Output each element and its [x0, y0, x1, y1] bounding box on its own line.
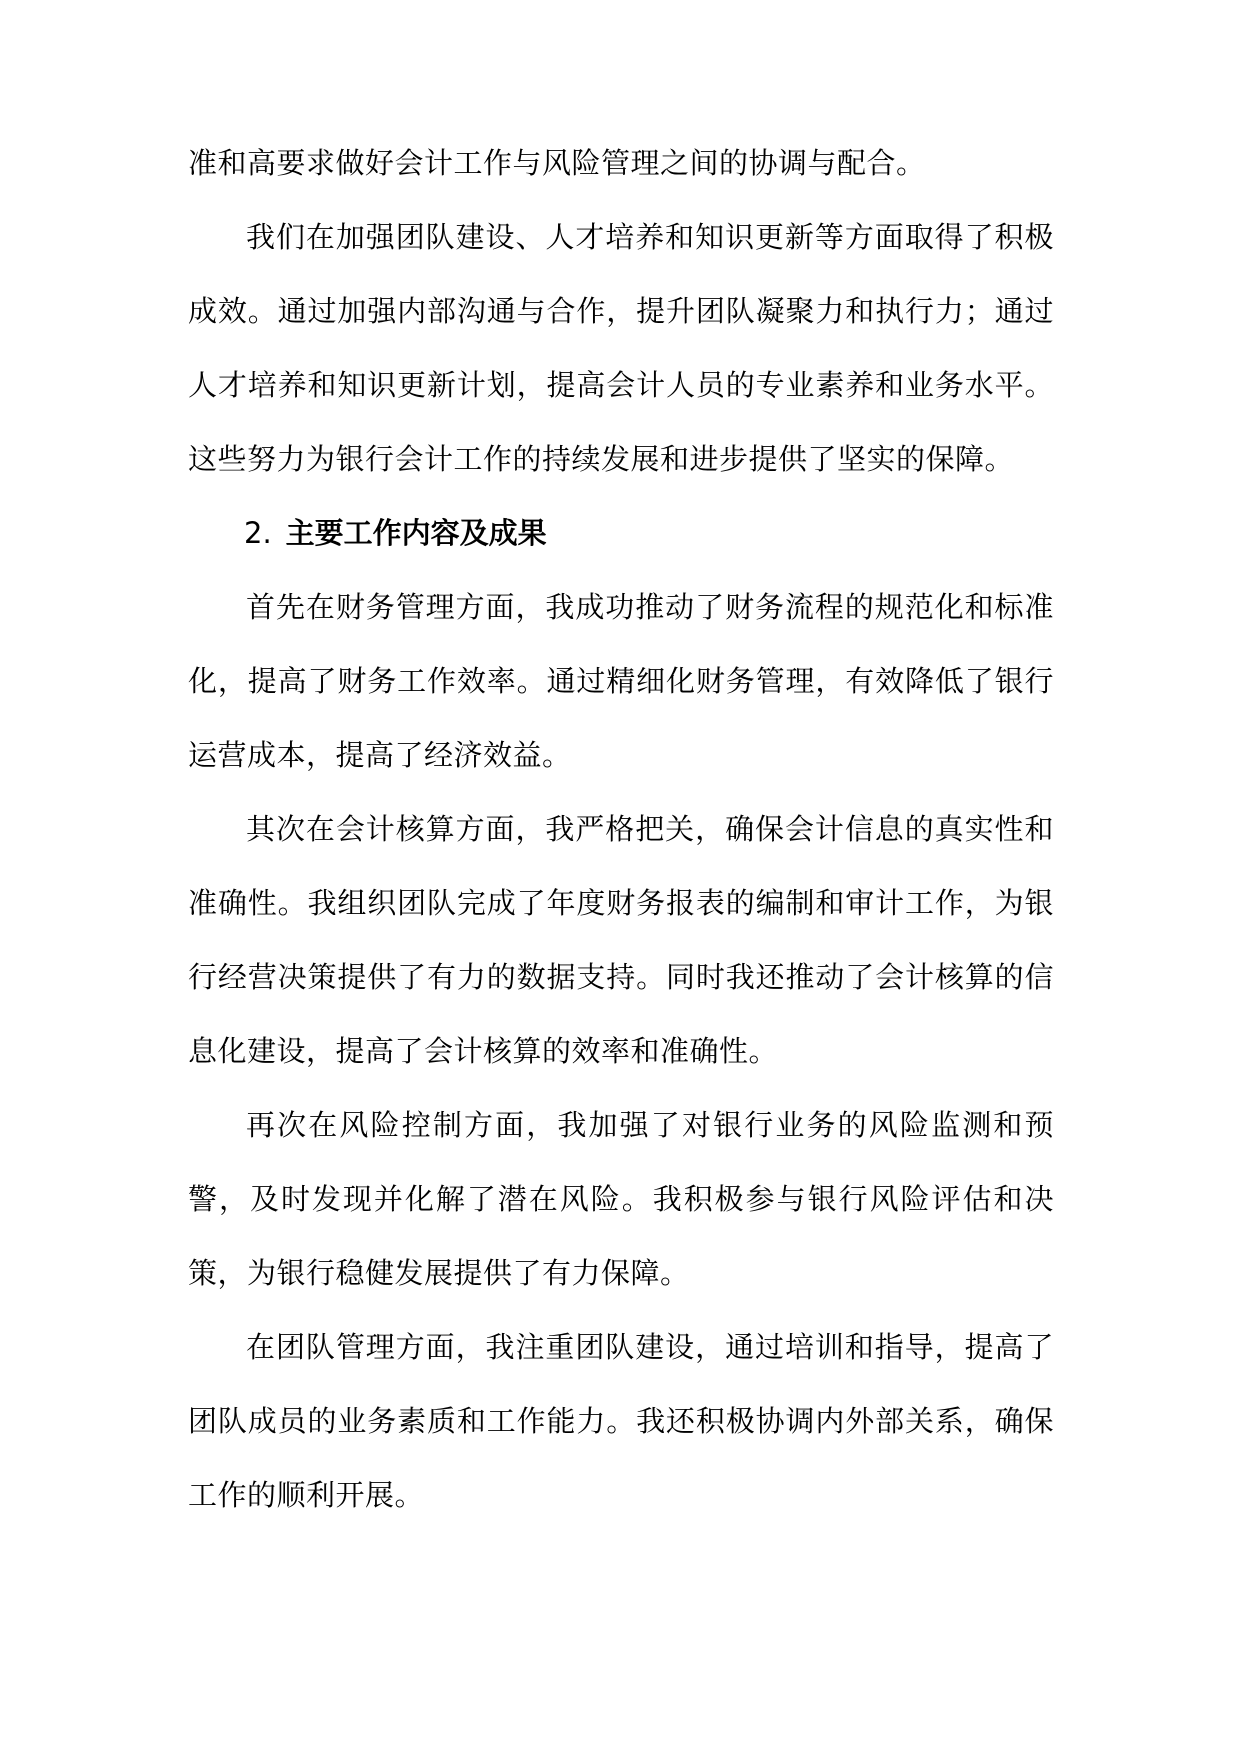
section-title: 主要工作内容及成果 [285, 516, 547, 550]
paragraph-risk-control: 再次在风险控制方面，我加强了对银行业务的风险监测和预警，及时发现并化解了潜在风险。我积极参与银行风险评估和决策，为银行稳健发展提供了有力保障。 [188, 1108, 1054, 1290]
paragraph-team-management: 在团队管理方面，我注重团队建设，通过培训和指导，提高了团队成员的业务素质和工作能力。我还积极协调内外部关系，确保工作的顺利开展。 [188, 1330, 1054, 1512]
paragraph-continued: 准和高要求做好会计工作与风险管理之间的协调与配合。 [188, 146, 926, 180]
section-number: 2. [244, 516, 272, 550]
document-page [188, 126, 1054, 1532]
paragraph-team-building: 我们在加强团队建设、人才培养和知识更新等方面取得了积极成效。通过加强内部沟通与合作，提升团队凝聚力和执行力；通过人才培养和知识更新计划，提高会计人员的专业素养和业务水平。这些努力为银行会计工作的持续发展和进步提供了坚实的保障。 [188, 220, 1054, 476]
section-heading [188, 496, 1054, 570]
paragraph-financial-management: 首先在财务管理方面，我成功推动了财务流程的规范化和标准化，提高了财务工作效率。通过精细化财务管理，有效降低了银行运营成本，提高了经济效益。 [188, 590, 1054, 772]
paragraph-accounting: 其次在会计核算方面，我严格把关，确保会计信息的真实性和准确性。我组织团队完成了年度财务报表的编制和审计工作，为银行经营决策提供了有力的数据支持。同时我还推动了会计核算的信息化建设，提高了会计核算的效率和准确性。 [188, 812, 1054, 1068]
